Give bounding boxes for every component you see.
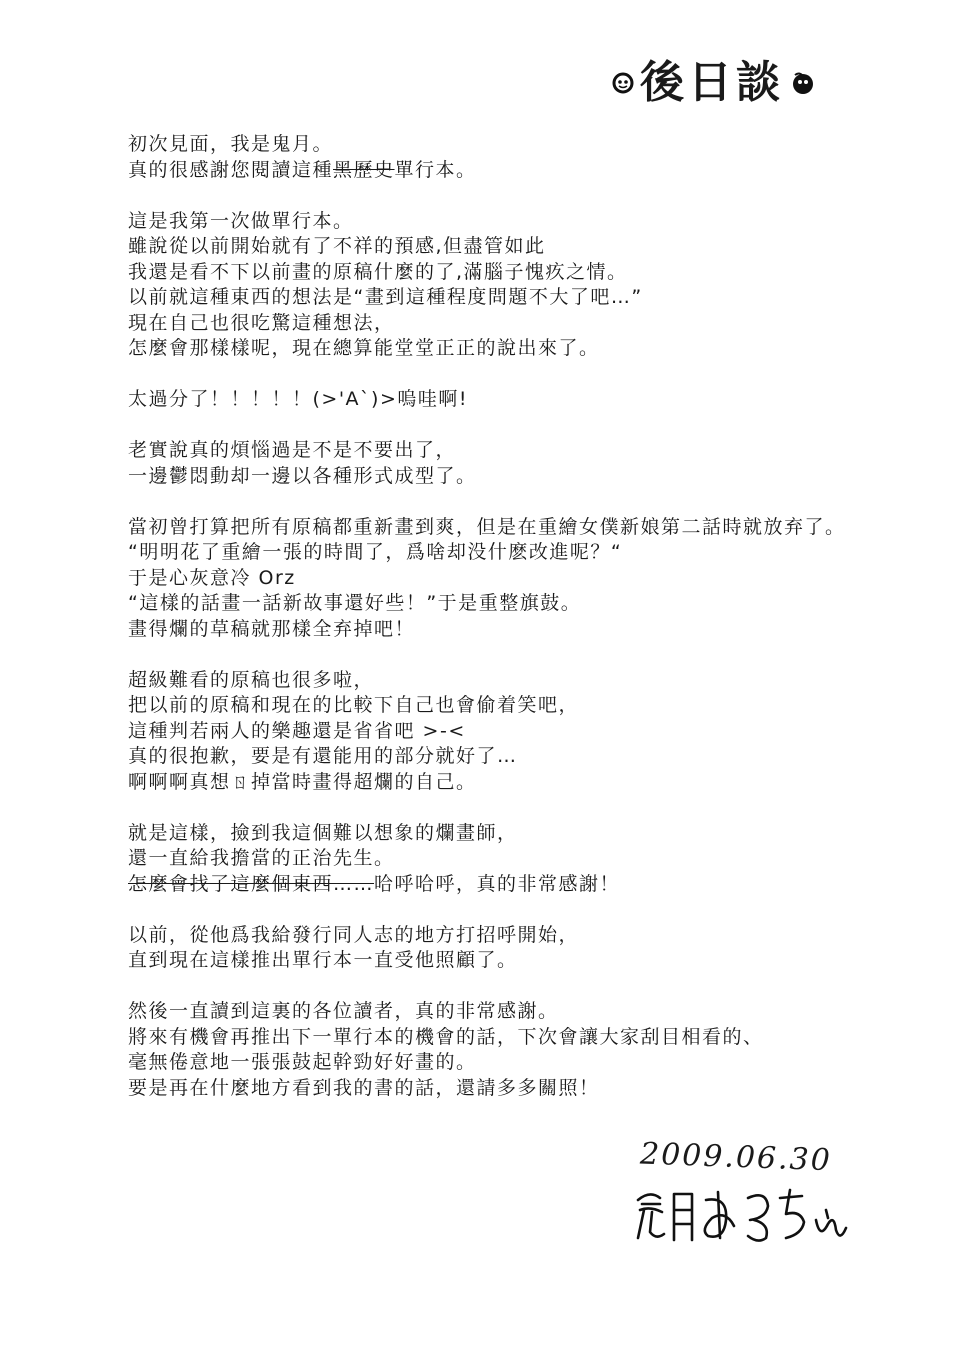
text-line: 然後一直讀到這裏的各位讀者，真的非常感謝。 [128, 1000, 559, 1022]
text-segment: 單行本。 [394, 158, 477, 181]
text-line [128, 872, 888, 898]
text-line: 以前，從他爲我給發行同人志的地方打招呼開始， [128, 923, 580, 946]
text-line: 這是我第一次做單行本。 [128, 209, 354, 232]
text-line: 將來有機會再推出下一單行本的機會的話，下次會讓大家刮目相看的、 [128, 1025, 764, 1048]
right-face-icon [790, 70, 816, 96]
paragraph-gap [128, 897, 888, 923]
handwritten-signature [630, 1180, 860, 1250]
text-line: 這種判若兩人的樂趣還是省省吧 >-< [128, 719, 466, 742]
text-line: 毫無倦意地一張張鼓起幹勁好好畫的。 [128, 1051, 477, 1073]
text-segment: 哈呼哈呼，真的非常感謝！ [374, 872, 621, 895]
paragraph-gap [128, 974, 888, 1000]
text-line: “這樣的話畫一話新故事還好些！”于是重整旗鼓。 [128, 592, 582, 614]
text-line: 以前就這種東西的想法是“畫到這種程度問題不大了吧…” [128, 286, 643, 308]
text-line: 還一直給我擔當的正治先生。 [128, 847, 395, 869]
text-line: 把以前的原稿和現在的比較下自己也會偷着笑吧， [128, 694, 580, 716]
text-line: 要是再在什麼地方看到我的書的話，還請多多關照！ [128, 1076, 600, 1099]
text-line: 于是心灰意冷 Orz [128, 566, 296, 589]
struck-through-text: 怎麼會找了這麼個東西…… [128, 872, 375, 895]
left-face-icon [612, 72, 634, 94]
text-segment: 真的很感謝您閱讀這種 [128, 158, 334, 181]
paragraph-gap [128, 642, 888, 668]
afterword-heading [612, 52, 852, 114]
date-signature: 2009.06.30 [639, 1136, 833, 1179]
text-line: 直到現在這樣推出單行本一直受他照顧了。 [128, 949, 518, 971]
struck-through-text: 黑歷史 [333, 158, 395, 181]
text-line: 超級難看的原稿也很多啦， [128, 668, 375, 691]
paragraph-gap [128, 489, 888, 515]
afterword-title: 後日談 [640, 57, 784, 108]
text-line: 老實說真的煩惱過是不是不要出了， [128, 439, 457, 461]
text-line: 真的很抱歉，要是有還能用的部分就好了… [128, 745, 518, 767]
text-line: 當初曾打算把所有原稿都重新畫到爽，但是在重繪女僕新娘第二話時就放弃了。 [128, 515, 846, 538]
text-line: 畫得爛的草稿就那樣全弃掉吧！ [128, 617, 416, 640]
paragraph-gap [128, 413, 888, 439]
paragraph-gap [128, 183, 888, 209]
text-line: 太過分了！！！！！(>'A`)>嗚哇啊! [128, 388, 469, 410]
text-line: 初次見面，我是鬼月。 [128, 133, 334, 155]
text-line: 就是這樣，撿到我這個難以想象的爛畫師， [128, 821, 518, 844]
text-line: 怎麼會那樣樣呢，現在總算能堂堂正正的說出來了。 [128, 337, 600, 359]
text-line: 一邊鬱悶動却一邊以各種形式成型了。 [128, 464, 477, 487]
paragraph-gap [128, 362, 888, 388]
text-line: 啊啊啊真想ㄖ掉當時畫得超爛的自己。 [128, 770, 477, 793]
paragraph-gap [128, 795, 888, 821]
text-line: “明明花了重繪一張的時間了，爲啥却没什麽改進呢？“ [128, 541, 623, 563]
text-line [128, 158, 888, 184]
text-line: 我還是看不下以前畫的原稿什麼的了,滿腦子愧疚之情。 [128, 260, 628, 283]
text-line: 雖說從以前開始就有了不祥的預感,但盡管如此 [128, 235, 546, 257]
text-line: 現在自己也很吃驚這種想法， [128, 311, 395, 334]
afterword-body [128, 132, 888, 1101]
